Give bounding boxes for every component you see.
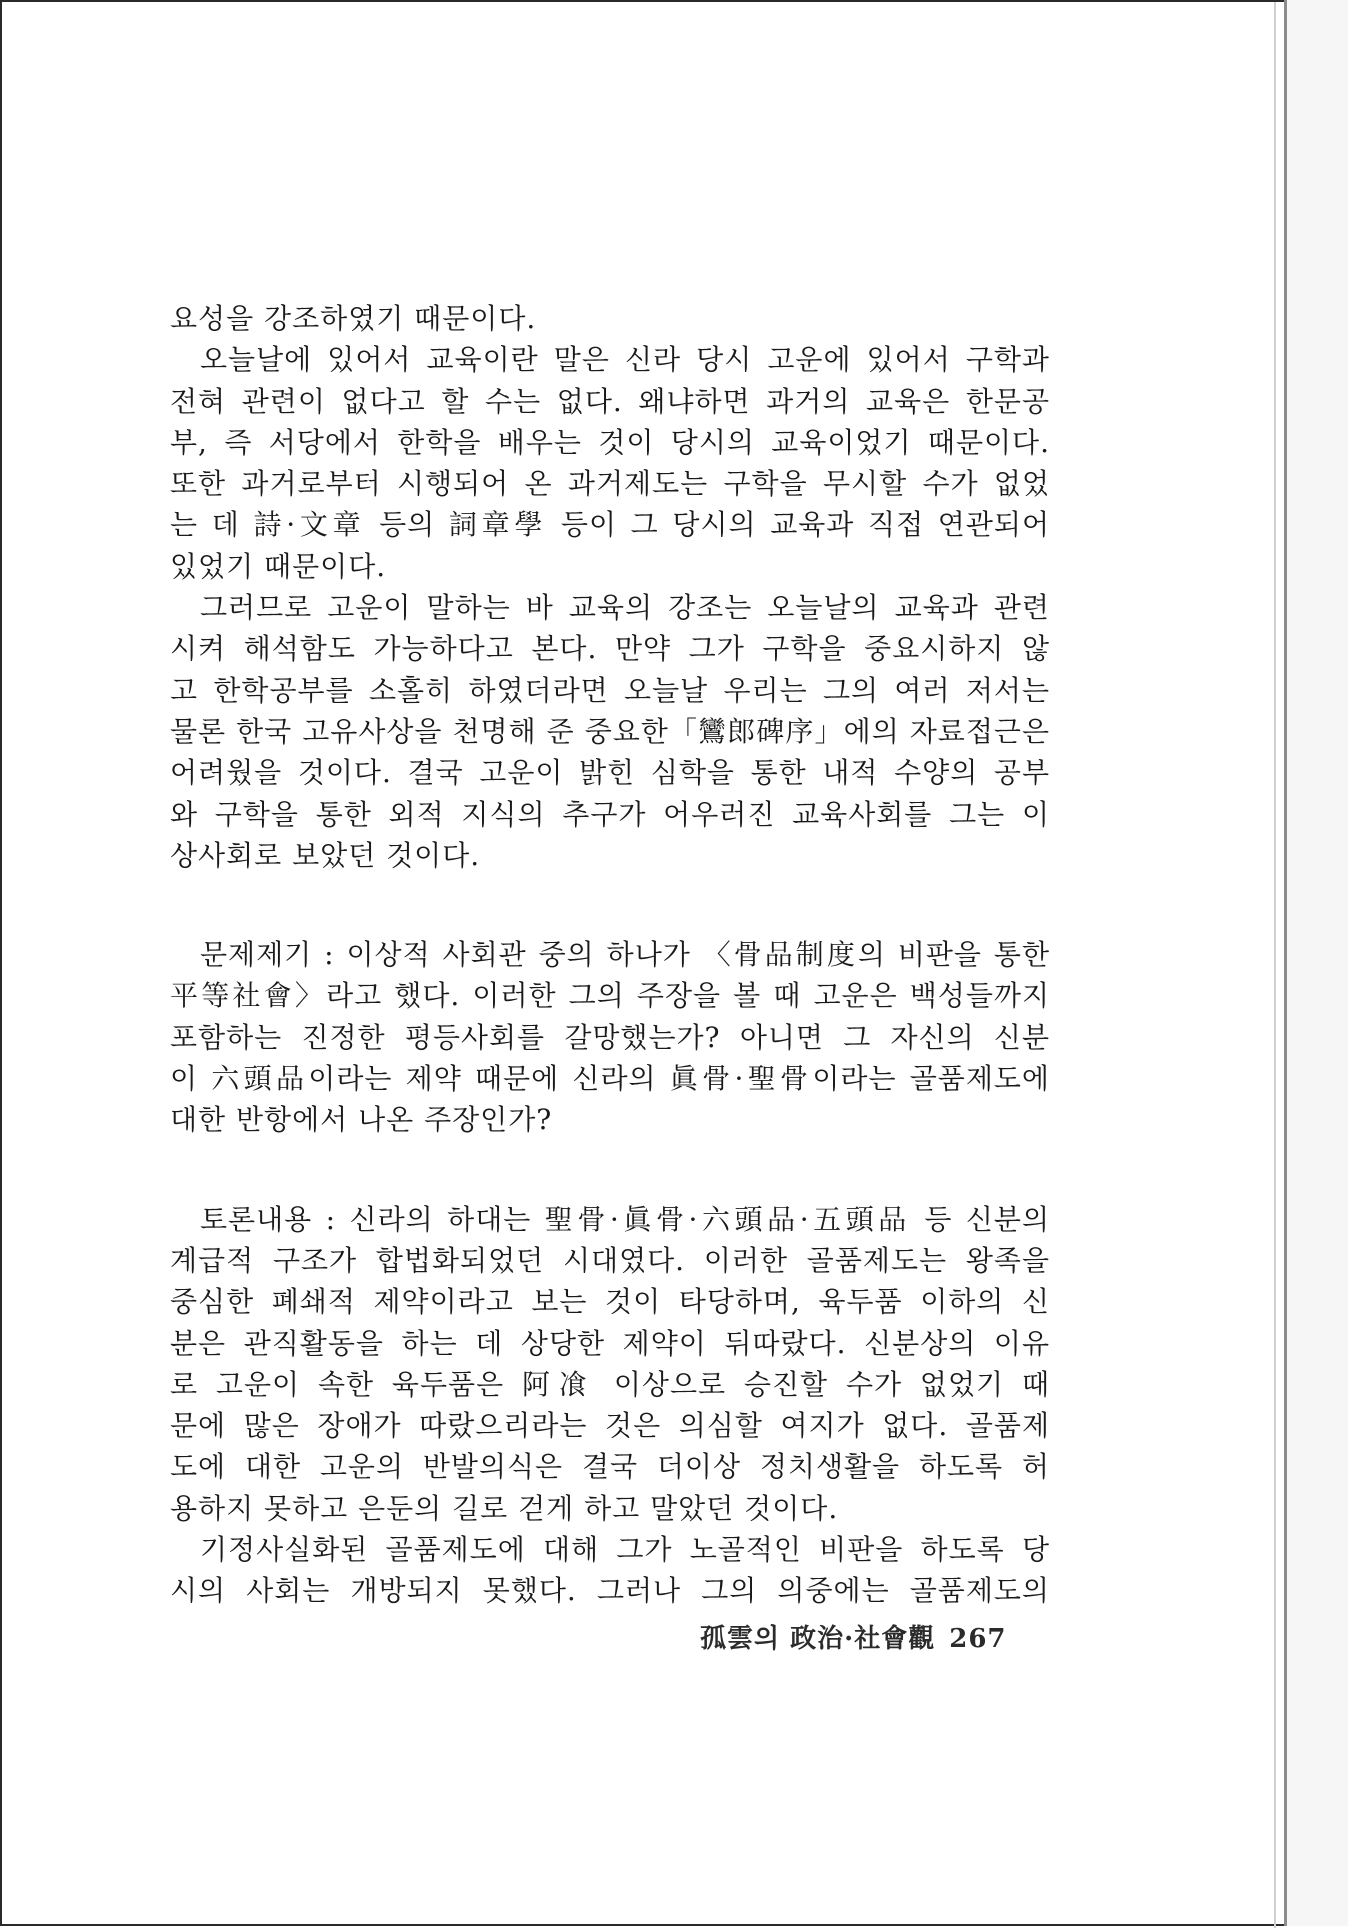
page-footer bbox=[700, 1618, 1050, 1655]
text-line: 포함하는 진정한 평등사회를 갈망했는가? 아니면 그 자신의 신분 bbox=[170, 1020, 1050, 1054]
text-line: 용하지 못하고 은둔의 길로 걷게 하고 말았던 것이다. bbox=[170, 1491, 839, 1525]
text-line: 토론내용 : 신라의 하대는 聖骨·眞骨·六頭品·五頭品 등 신분의 bbox=[200, 1202, 1050, 1236]
text-line: 문제제기 : 이상적 사회관 중의 하나가 〈骨品制度의 비판을 통한 bbox=[200, 938, 1050, 972]
text-line: 와 구학을 통한 외적 지식의 추구가 어우러진 교육사회를 그는 이 bbox=[170, 797, 1050, 831]
page-number: 267 bbox=[949, 1624, 1007, 1654]
scan-margin bbox=[1287, 0, 1348, 1926]
paragraph bbox=[170, 587, 1050, 876]
paragraph bbox=[170, 298, 1050, 339]
text-line: 그러므로 고운이 말하는 바 교육의 강조는 오늘날의 교육과 관련 bbox=[200, 591, 1050, 625]
text-line: 는 데 詩·文章 등의 詞章學 등이 그 당시의 교육과 직접 연관되어 bbox=[170, 508, 1050, 542]
text-line: 중심한 폐쇄적 제약이라고 보는 것이 타당하며, 육두품 이하의 신 bbox=[170, 1285, 1050, 1319]
text-line: 부, 즉 서당에서 한학을 배우는 것이 당시의 교육이었기 때문이다. bbox=[170, 425, 1050, 459]
text-line: 기정사실화된 골품제도에 대해 그가 노골적인 비판을 하도록 당 bbox=[200, 1533, 1050, 1567]
text-line: 물론 한국 고유사상을 천명해 준 중요한「鸞郎碑序」에의 자료접근은 bbox=[170, 714, 1050, 748]
text-line: 도에 대한 고운의 반발의식은 결국 더이상 정치생활을 하도록 허 bbox=[170, 1450, 1050, 1484]
paragraph-question bbox=[170, 934, 1050, 1140]
section-gap bbox=[170, 876, 1050, 934]
text-line: 平等社會〉라고 했다. 이러한 그의 주장을 볼 때 고운은 백성들까지 bbox=[170, 979, 1050, 1013]
page-edge-shadow bbox=[1274, 2, 1276, 1928]
text-line: 문에 많은 장애가 따랐으리라는 것은 의심할 여지가 없다. 골품제 bbox=[170, 1409, 1050, 1443]
text-line: 또한 과거로부터 시행되어 온 과거제도는 구학을 무시할 수가 없었 bbox=[170, 467, 1050, 501]
body-text bbox=[170, 298, 1050, 1612]
text-line: 오늘날에 있어서 교육이란 말은 신라 당시 고운에 있어서 구학과 bbox=[200, 343, 1050, 377]
text-line: 있었기 때문이다. bbox=[170, 549, 387, 583]
text-line: 시의 사회는 개방되지 못했다. 그러나 그의 의중에는 골품제도의 bbox=[170, 1574, 1050, 1608]
paragraph-discussion bbox=[170, 1199, 1050, 1529]
text-line: 상사회로 보았던 것이다. bbox=[170, 838, 481, 872]
text-line: 전혀 관련이 없다고 할 수는 없다. 왜냐하면 과거의 교육은 한문공 bbox=[170, 384, 1050, 418]
text-line: 요성을 강조하였기 때문이다. bbox=[170, 302, 537, 335]
paragraph bbox=[170, 339, 1050, 587]
text-line: 시켜 해석함도 가능하다고 본다. 만약 그가 구학을 중요시하지 않 bbox=[170, 632, 1050, 666]
text-line: 계급적 구조가 합법화되었던 시대였다. 이러한 골품제도는 왕족을 bbox=[170, 1243, 1050, 1277]
paragraph bbox=[170, 1529, 1050, 1612]
text-line: 고 한학공부를 소홀히 하였더라면 오늘날 우리는 그의 여러 저서는 bbox=[170, 673, 1050, 707]
text-line: 분은 관직활동을 하는 데 상당한 제약이 뒤따랐다. 신분상의 이유 bbox=[170, 1326, 1050, 1360]
running-title: 孤雲의 政治·社會觀 bbox=[700, 1624, 936, 1654]
text-line: 이 六頭品이라는 제약 때문에 신라의 眞骨·聖骨이라는 골품제도에 bbox=[170, 1062, 1050, 1096]
text-line: 로 고운이 속한 육두품은 阿飡 이상으로 승진할 수가 없었기 때 bbox=[170, 1367, 1050, 1401]
text-line: 어려웠을 것이다. 결국 고운이 밝힌 심학을 통한 내적 수양의 공부 bbox=[170, 756, 1050, 790]
text-line: 대한 반항에서 나온 주장인가? bbox=[170, 1103, 553, 1137]
section-gap bbox=[170, 1141, 1050, 1199]
